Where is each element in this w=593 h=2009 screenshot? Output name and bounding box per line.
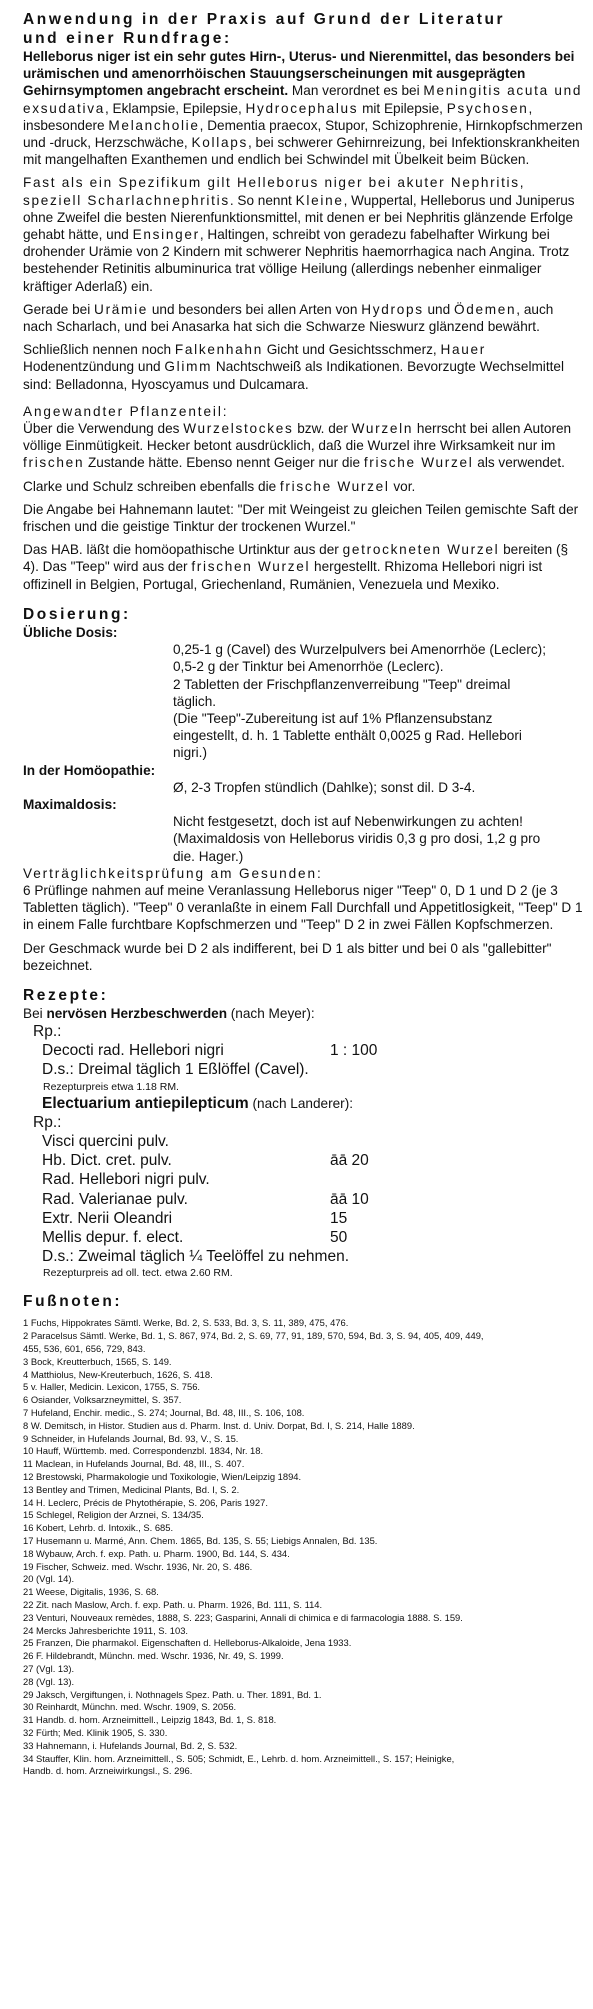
text-run: Zustande hätte. Ebenso nennt Geiger nur die <box>84 455 364 471</box>
ingredient-row <box>42 1209 585 1228</box>
ingredient-qty: 15 <box>330 1209 348 1227</box>
footnote-line: 27 (Vgl. 13). <box>23 1663 75 1674</box>
text-run: , Haltingen, schreibt von geradezu fabelhafter Wirkung bei drohender Urämie von 2 Kindern mit schwerer Nephritis haemorrhagica nach Angina. Trotz bestehender Retinitis albuminurica trat völlige Heilung (allerdings nebenher einmaliger kräftiger Aderlaß) ein. <box>23 227 570 294</box>
text-run: Gicht und Gesichtsschmerz, <box>262 342 441 358</box>
label-homoopathie: In der Homöopathie: <box>23 762 156 778</box>
text-run: Man verordnet es bei <box>288 83 424 99</box>
spaced-term: frischen Wurzel <box>191 559 311 575</box>
spaced-term: Wurzeln <box>351 421 414 437</box>
pflanzenteil-paragraph-1 <box>23 420 585 472</box>
footnote-line: 34 Stauffer, Klin. hom. Arzneimittell., S. 505; Schmidt, E., Lehrb. d. hom. Arzneimittell., S. 157; Heinigke, <box>23 1752 455 1764</box>
rezept-1-ingredients <box>23 1041 585 1079</box>
ingredient-row <box>42 1151 585 1170</box>
ubliche-dosis-text <box>23 641 585 761</box>
spaced-term: Wurzelstockes <box>183 421 294 437</box>
dose-line: nigri.) <box>173 745 207 761</box>
text-run: , Eklampsie, Epilepsie, <box>105 100 246 116</box>
footnote-line: 2 Paracelsus Sämtl. Werke, Bd. 1, S. 867, 974, Bd. 2, S. 69, 77, 91, 189, 570, 594, Bd. 3, S. 94, 405, 409, 449, <box>23 1330 484 1342</box>
rezept-1-indication: nervösen Herzbeschwerden <box>46 1005 227 1021</box>
ingredient-row <box>42 1228 585 1247</box>
text-run: und <box>423 301 454 317</box>
dose-line: Nicht festgesetzt, doch ist auf Nebenwirkungen zu achten! <box>173 814 523 830</box>
dose-line: (Die "Teep"-Zubereitung ist auf 1% Pflanzensubstanz <box>173 710 493 726</box>
ingredient-row <box>42 1190 585 1209</box>
rp-label: Rp.: <box>33 1114 62 1132</box>
footnote-line: 3 Bock, Kreutterbuch, 1565, S. 149. <box>23 1355 172 1367</box>
rezept-2-title <box>23 1094 585 1114</box>
footnote-line: 23 Venturi, Nouveaux remèdes, 1888, S. 223; Gasparini, Annali di chimica e di farmacologia 1888. S. 159. <box>23 1611 463 1623</box>
label-ubliche-dosis: Übliche Dosis: <box>23 624 118 640</box>
heading-fussnoten: Fußnoten: <box>23 1293 123 1311</box>
text-run: vor. <box>389 478 416 494</box>
footnote-line: 28 (Vgl. 13). <box>23 1675 75 1687</box>
text-run: herrscht bei allen Autoren völlige Einmütigkeit. Hecker betont ausdrücklich, daß die Wurzel ihre Wirksamkeit nur im <box>23 421 572 454</box>
heading-dosierung: Dosierung: <box>23 605 131 623</box>
dose-line: (Maximaldosis von Helleborus viridis 0,3 g pro dosi, 1,2 g pro <box>173 831 541 847</box>
ingredient-name: Visci quercini pulv. <box>42 1133 169 1151</box>
text-run: Nachtschweiß als Indikationen. Bevorzugte Wechselmittel sind: Belladonna, Hyoscyamus und Dulcamara. <box>23 359 564 392</box>
text-run: , insbesondere <box>23 100 533 133</box>
ingredient-qty: āā 10 <box>330 1190 369 1208</box>
footnote-line: 11 Maclean, in Hufelands Journal, Bd. 48, III., S. 407. <box>23 1458 245 1470</box>
pflanzenteil-paragraph-3: Die Angabe bei Hahnemann lautet: "Der mit Weingeist zu gleichen Teilen gemischte Saft der frischen und die geistige Tinktur der trockenen Wurzel." <box>23 501 579 535</box>
ingredient-qty: āā 20 <box>330 1152 369 1170</box>
rezept-2-source: (nach Landerer): <box>248 1095 353 1111</box>
spaced-term: Ödemen <box>453 301 517 317</box>
spaced-term: frische Wurzel <box>363 455 474 471</box>
footnote-line: 31 Handb. d. hom. Arzneimittell., Leipzig 1843, Bd. 1, S. 818. <box>23 1714 277 1726</box>
footnote-line: 26 F. Hildebrandt, Münchn. med. Wschr. 1936, Nr. 49, S. 1999. <box>23 1650 284 1662</box>
footnote-line: 19 Fischer, Schweiz. med. Wschr. 1936, Nr. 20, S. 486. <box>23 1560 253 1572</box>
footnote-line: 6 Osiander, Volksarzneymittel, S. 357. <box>23 1394 182 1406</box>
dose-line: 2 Tabletten der Frischpflanzenverreibung "Teep" dreimal <box>173 676 511 692</box>
text-run: Schließlich nennen noch <box>23 342 175 358</box>
footnote-line: 7 Hufeland, Enchir. medic., S. 274; Journal, Bd. 48, III., S. 106, 108. <box>23 1407 305 1419</box>
pflanzenteil-paragraph-4 <box>23 541 585 593</box>
dose-line: eingestellt, d. h. 1 Tablette enthält 0,0025 g Rad. Hellebori <box>173 728 522 744</box>
ingredient-name: Extr. Nerii Oleandri <box>42 1209 173 1227</box>
rezept-1-price: Rezepturpreis etwa 1.18 RM. <box>43 1080 179 1093</box>
text-run: , bei schwerer Gehirnreizung, bei Infektionskrankheiten mit mangelhaften Exanthemen und endlich bei Schwindel mit Übelkeit beim Bücken. <box>23 135 580 168</box>
spaced-term: Kleine <box>295 192 344 208</box>
footnote-line: 4 Matthiolus, New-Kreuterbuch, 1626, S. 418. <box>23 1368 213 1380</box>
footnote-line: 33 Hahnemann, i. Hufelands Journal, Bd. 2, S. 532. <box>23 1739 238 1751</box>
spaced-term: Hydrops <box>361 301 424 317</box>
ingredient-name: Hb. Dict. cret. pulv. <box>42 1152 172 1170</box>
text-run: . So nennt <box>229 192 296 208</box>
heading-pflanzenteil: Angewandter Pflanzenteil: <box>23 403 229 419</box>
rezept-1-intro <box>23 1005 585 1022</box>
heading-anwendung-line2: und einer Rundfrage: <box>23 30 232 47</box>
spaced-term: frischen <box>23 455 85 471</box>
footnote-line: 25 Franzen, Die pharmakol. Eigenschaften d. Helleborus-Alkaloide, Jena 1933. <box>23 1637 352 1649</box>
spaced-term: getrockneten Wurzel <box>342 542 500 558</box>
text-run: und besonders bei allen Arten von <box>148 301 362 317</box>
footnote-line: Handb. d. hom. Arzneiwirkungsl., S. 296. <box>23 1765 193 1777</box>
text-run: bereiten (§ 4). Das "Teep" wird aus der <box>23 542 569 575</box>
footnote-line: 17 Husemann u. Marmé, Ann. Chem. 1865, Bd. 135, S. 55; Liebigs Annalen, Bd. 135. <box>23 1535 378 1547</box>
text-run: als verwendet. <box>473 455 565 471</box>
anwendung-paragraph-2 <box>23 174 585 294</box>
ingredient-qty: 1 : 100 <box>330 1042 378 1060</box>
spaced-term: Hauer <box>440 342 487 358</box>
maximaldosis-text <box>23 813 585 865</box>
spaced-term: Melancholie <box>108 117 200 133</box>
footnote-line: 5 v. Haller, Medicin. Lexicon, 1755, S. 756. <box>23 1381 201 1393</box>
footnote-line: 20 (Vgl. 14). <box>23 1573 75 1585</box>
dose-line: 0,25-1 g (Cavel) des Wurzelpulvers bei Amenorrhöe (Leclerc); <box>173 642 546 658</box>
spaced-term: Hydrocephalus <box>245 100 359 116</box>
footnote-line: 15 Schlegel, Religion der Arznei, S. 134/35. <box>23 1509 204 1521</box>
footnote-line: 10 Hauff, Württemb. med. Correspondenzbl. 1834, Nr. 18. <box>23 1445 264 1457</box>
homoopathie-text: Ø, 2-3 Tropfen stündlich (Dahlke); sonst dil. D 3-4. <box>173 779 476 795</box>
footnote-line: 29 Jaksch, Vergiftungen, i. Nothnagels Spez. Path. u. Ther. 1891, Bd. 1. <box>23 1688 322 1700</box>
footnote-line: 30 Reinhardt, Münchn. med. Wschr. 1909, S. 2056. <box>23 1701 237 1713</box>
ingredient-qty: 50 <box>330 1229 348 1247</box>
heading-anwendung-line1: Anwendung in der Praxis auf Grund der Literatur <box>23 11 506 28</box>
text-run: Clarke und Schulz schreiben ebenfalls die <box>23 478 280 494</box>
spaced-term: Meningitis acuta und exsudativa <box>23 83 583 116</box>
footnote-line: 9 Schneider, in Hufelands Journal, Bd. 93, V., S. 15. <box>23 1432 239 1444</box>
footnote-line: 22 Zit. nach Maslow, Arch. f. exp. Path. u. Pharm. 1926, Bd. 111, S. 114. <box>23 1599 323 1611</box>
spaced-term: Ensinger <box>132 227 200 243</box>
rezept-1-ds: D.s.: Dreimal täglich 1 Eßlöffel (Cavel). <box>42 1061 309 1079</box>
vertraeglichkeit-paragraph-1: 6 Prüflinge nahmen auf meine Veranlassung Helleborus niger "Teep" 0, D 1 und D 2 (je 3 Tabletten täglich). "Teep" 0 veranlaßte in einem Fall Durchfall und Appetitlosigkeit, "Teep" D 1 in einem Falle furchtbare Kopfschmerzen und "Teep" D 2 in zwei Fällen Kopfschmerzen. <box>23 882 583 933</box>
spaced-term: Falkenhahn <box>174 342 263 358</box>
footnote-line: 16 Kobert, Lehrb. d. Intoxik., S. 685. <box>23 1522 174 1534</box>
text-run: Das HAB. läßt die homöopathische Urtinktur aus der <box>23 542 343 558</box>
ingredient-name: Mellis depur. f. elect. <box>42 1229 184 1247</box>
text-run: hergestellt. Rhizoma Hellebori nigri ist offizinell in Belgien, Portugal, Griechenland, Rumänien, Venezuela und Mexiko. <box>23 559 543 592</box>
vertraeglichkeit-paragraph-2: Der Geschmack wurde bei D 2 als indifferent, bei D 1 als bitter und bei 0 als "gallebitter" bezeichnet. <box>23 940 552 973</box>
footnote-line: 1 Fuchs, Hippokrates Sämtl. Werke, Bd. 2, S. 533, Bd. 3, S. 11, 389, 475, 476. <box>23 1317 349 1329</box>
ingredient-name: Rad. Valerianae pulv. <box>42 1190 188 1208</box>
footnote-line: 14 H. Leclerc, Précis de Phytothérapie, S. 206, Paris 1927. <box>23 1496 268 1508</box>
anwendung-paragraph-4 <box>23 341 585 393</box>
footnote-line: 13 Bentley and Trimen, Medicinal Plants, Bd. I, S. 2. <box>23 1483 240 1495</box>
rezept-2-price: Rezepturpreis ad oll. tect. etwa 2.60 RM. <box>43 1267 233 1280</box>
heading-rezepte: Rezepte: <box>23 986 109 1004</box>
rezept-2-ingredients <box>23 1132 585 1266</box>
ingredient-row <box>42 1132 585 1151</box>
spaced-term: Psychosen <box>446 100 529 116</box>
ingredient-row <box>42 1041 585 1060</box>
text-run: bzw. der <box>293 421 352 437</box>
label-maximaldosis: Maximaldosis: <box>23 796 117 812</box>
spaced-term: Kollaps <box>191 135 248 151</box>
heading-anwendung <box>23 10 585 48</box>
footnote-line: 18 Wybauw, Arch. f. exp. Path. u. Pharm. 1900, Bd. 144, S. 434. <box>23 1547 290 1559</box>
heading-vertraeglichkeit: Verträglichkeitsprüfung am Gesunden: <box>23 865 323 881</box>
dose-line: 0,5-2 g der Tinktur bei Amenorrhöe (Leclerc). <box>173 659 444 675</box>
footnote-line: 21 Weese, Digitalis, 1936, S. 68. <box>23 1586 159 1598</box>
text-run: mit Epilepsie, <box>358 100 447 116</box>
text-run: Bei <box>23 1005 47 1021</box>
rezept-2-ds: D.s.: Zweimal täglich ¼ Teelöffel zu nehmen. <box>42 1248 349 1266</box>
ingredient-name: Decocti rad. Hellebori nigri <box>42 1042 224 1060</box>
text-run: , Wuppertal, Helleborus und Juniperus ohne Zweifel die besten Nierenfunktionsmittel, mit denen er bei Nephritis glänzende Erfolge gehabt hätte, und <box>23 192 575 243</box>
anwendung-paragraph-3 <box>23 301 585 335</box>
anwendung-paragraph-1 <box>23 48 585 168</box>
text-run: Gerade bei <box>23 301 95 317</box>
footnote-line: 32 Fürth; Med. Klinik 1905, S. 330. <box>23 1726 168 1738</box>
rezept-2-name: Electuarium antiepilepticum <box>42 1094 249 1112</box>
footnote-line: 12 Brestowski, Pharmakologie und Toxikologie, Wien/Leipzig 1894. <box>23 1471 302 1483</box>
spaced-term: frische Wurzel <box>279 478 390 494</box>
anwendung-bold-lead: Helleborus niger ist ein sehr gutes Hirn-, Uterus- und Nierenmittel, das besonders bei urämischen und amenorrhöischen Stauungserscheinungen mit ausgeprägten Gehirnsymptomen angebracht erscheint. <box>23 49 575 99</box>
text-run: Über die Verwendung des <box>23 421 184 437</box>
footnote-line: 8 W. Demitsch, in Histor. Studien aus d. Pharm. Inst. d. Univ. Dorpat, Bd. I, S. 214, Halle 1889. <box>23 1419 415 1431</box>
pflanzenteil-paragraph-2 <box>23 478 585 495</box>
text-run: , auch nach Scharlach, und bei Anasarka hat sich die Schwarze Nieswurz glänzend bewährt. <box>23 301 554 335</box>
ingredient-row <box>42 1170 585 1189</box>
rp-label: Rp.: <box>33 1023 62 1041</box>
text-run: Hodenentzündung und <box>23 359 165 375</box>
footnote-list <box>23 1317 585 1778</box>
footnote-line: 24 Mercks Jahresberichte 1911, S. 103. <box>23 1624 189 1636</box>
dose-line: die. Hager.) <box>173 848 244 864</box>
text-run: , Dementia praecox, Stupor, Schizophrenie, Hirnkopfschmerzen und -druck, Herzschwäche, <box>23 117 583 151</box>
dose-line: täglich. <box>173 693 217 709</box>
spaced-term: Fast als ein Spezifikum gilt Helleborus niger bei akuter Nephritis, speziell Scharlachnephritis <box>23 175 526 208</box>
spaced-term: Urämie <box>94 301 149 317</box>
spaced-term: Glimm <box>164 359 213 375</box>
footnote-line: 455, 536, 601, 656, 729, 843. <box>23 1343 146 1355</box>
text-run: (nach Meyer): <box>227 1005 315 1021</box>
ingredient-name: Rad. Hellebori nigri pulv. <box>42 1171 210 1189</box>
